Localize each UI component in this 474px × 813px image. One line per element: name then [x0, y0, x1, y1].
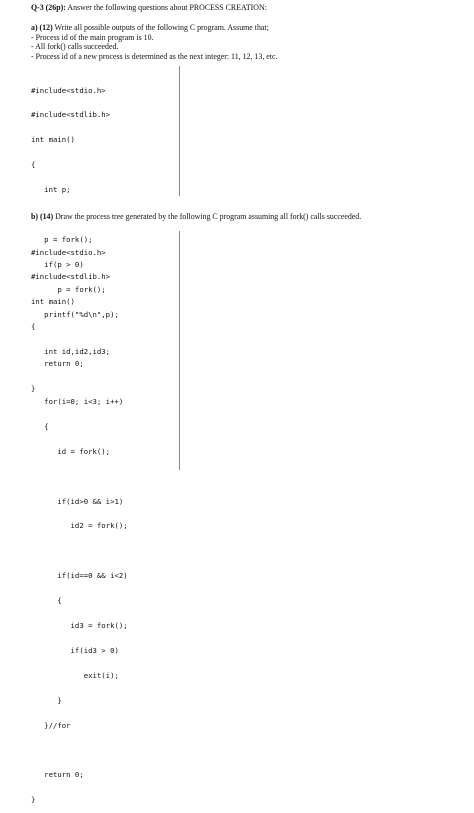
part-b-divider: [179, 231, 180, 470]
code-line: }: [31, 795, 36, 805]
code-line: p = fork();: [31, 234, 93, 244]
part-a-text: Write all possible outputs of the following C program. Assume that;: [52, 23, 269, 32]
assumption-item: - All fork() calls succeeded.: [31, 42, 119, 51]
code-line: {: [31, 160, 36, 170]
code-line: }//for: [31, 720, 71, 730]
code-line: int id,id2,id3;: [31, 347, 111, 357]
code-line: p = fork();: [31, 284, 106, 294]
code-line: int p;: [31, 185, 71, 195]
code-line: if(id>0 && i>1): [31, 496, 124, 506]
question-label: Q-3 (26p):: [31, 3, 66, 12]
question-text: Answer the following questions about PROCESS CREATION:: [65, 3, 267, 12]
part-b-label: b) (14): [31, 212, 54, 221]
part-a-heading: [31, 23, 269, 33]
code-line: exit(i);: [31, 670, 119, 680]
code-line: }: [31, 695, 62, 705]
code-line: id3 = fork();: [31, 620, 128, 630]
code-line: [31, 547, 128, 555]
assumption-item: - Process id of a new process is determined as the next integer: 11, 12, 13, etc.: [31, 51, 278, 61]
code-line: {: [31, 596, 62, 606]
assumption-item: - Process id of the main program is 10.: [31, 32, 154, 42]
code-line: for(i=0; i<3; i++): [31, 396, 124, 406]
code-line: #include<stdlib.h>: [31, 110, 111, 120]
part-a-assumptions: [31, 33, 277, 62]
code-line: id2 = fork();: [31, 521, 128, 531]
code-line: id = fork();: [31, 446, 111, 456]
part-b-heading: [31, 212, 361, 222]
code-line: int main(): [31, 297, 75, 307]
code-line: {: [31, 322, 36, 332]
code-line: printf("%d\n",p);: [31, 309, 119, 319]
code-line: {: [31, 421, 49, 431]
code-line: if(id==0 && i<2): [31, 571, 128, 581]
question-title: [31, 3, 267, 13]
code-line: int main(): [31, 135, 75, 145]
part-a-label: a) (12): [31, 23, 53, 32]
code-line: #include<stdlib.h>: [31, 272, 111, 282]
code-line: if(p > 0): [31, 259, 84, 269]
code-line: #include<stdio.h>: [31, 85, 106, 95]
code-line: }: [31, 384, 36, 394]
part-b-text: Draw the process tree generated by the following C program assuming all fork() calls succeeded.: [53, 212, 362, 221]
code-line: return 0;: [31, 359, 84, 369]
code-line: [31, 746, 128, 754]
code-line: [31, 373, 128, 381]
code-line: if(id3 > 0): [31, 645, 119, 655]
part-b-code: [31, 232, 128, 813]
code-line: #include<stdio.h>: [31, 247, 106, 257]
code-line: return 0;: [31, 770, 84, 780]
part-a-divider: [179, 66, 180, 196]
